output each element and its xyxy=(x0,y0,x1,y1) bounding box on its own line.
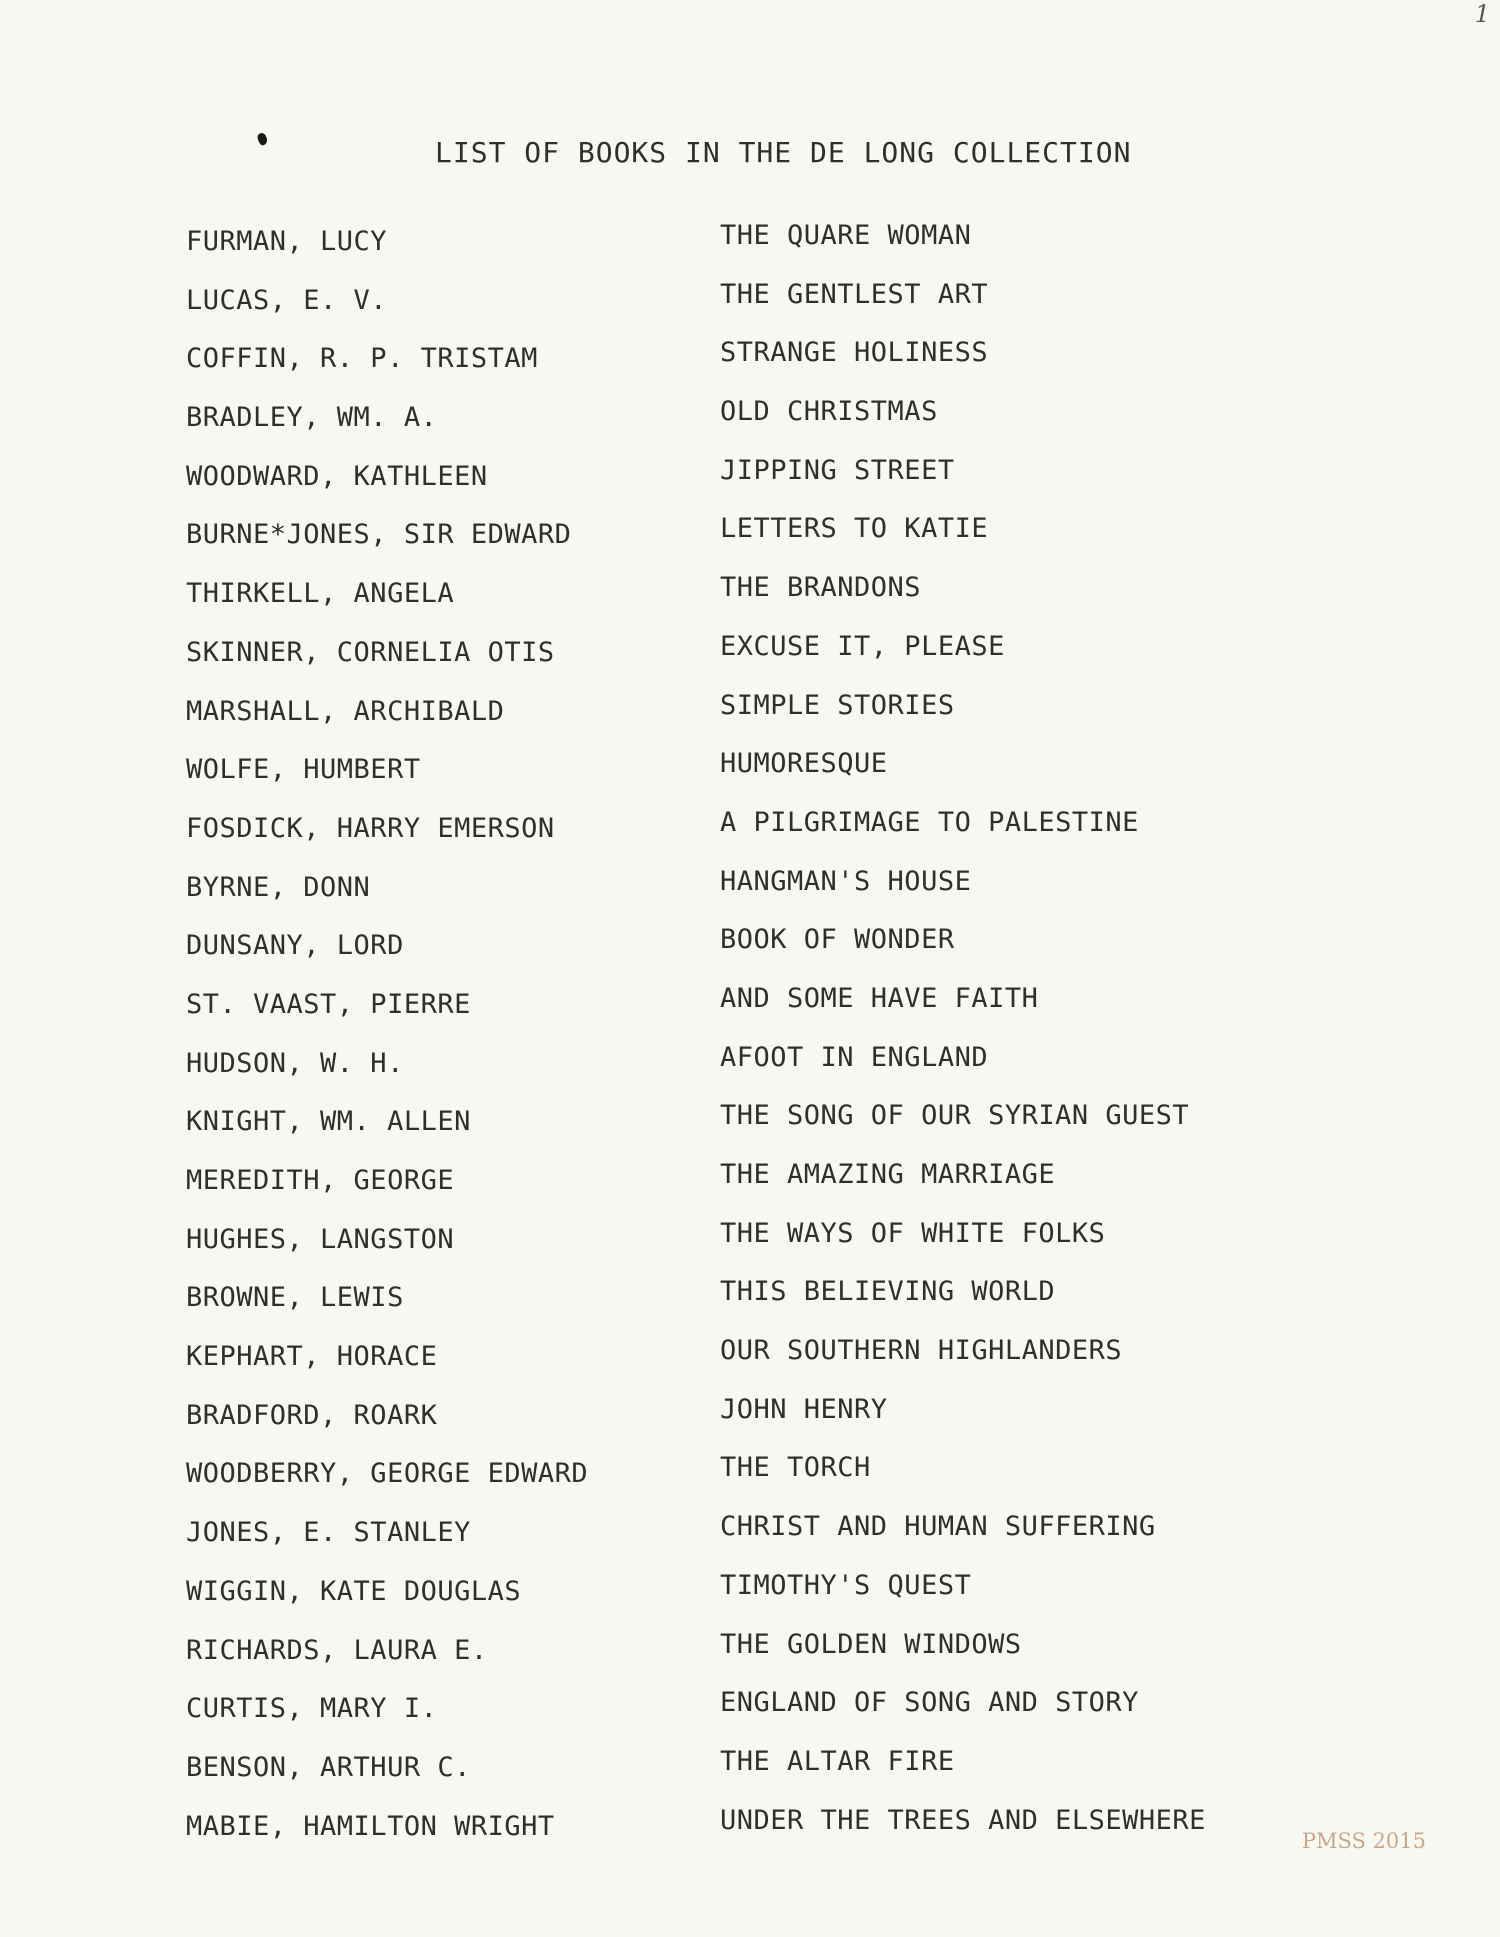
book-row xyxy=(186,1393,1286,1459)
book-author: BYRNE, DONN xyxy=(186,871,371,903)
book-row xyxy=(186,396,1286,461)
book-title: ENGLAND OF SONG AND STORY xyxy=(720,1687,1139,1719)
book-title: TIMOTHY'S QUEST xyxy=(720,1569,972,1601)
book-author: MARSHALL, ARCHIBALD xyxy=(186,695,505,727)
book-row xyxy=(186,1628,1286,1694)
book-title: LETTERS TO KATIE xyxy=(720,513,989,545)
book-author: LUCAS, E. V. xyxy=(186,284,388,316)
book-author: WOODBERRY, GEORGE EDWARD xyxy=(186,1458,589,1490)
book-author: DUNSANY, LORD xyxy=(186,930,404,962)
book-row xyxy=(186,1569,1286,1635)
book-row xyxy=(186,572,1286,637)
book-title: THE GOLDEN WINDOWS xyxy=(720,1628,1022,1660)
book-row xyxy=(186,454,1286,520)
book-author: WOODWARD, KATHLEEN xyxy=(186,460,488,492)
book-title: THE AMAZING MARRIAGE xyxy=(720,1159,1056,1190)
page-number: 1 xyxy=(1474,0,1490,28)
book-author: FOSDICK, HARRY EMERSON xyxy=(186,812,555,844)
book-row xyxy=(186,924,1286,989)
book-title: AND SOME HAVE FAITH xyxy=(720,982,1039,1014)
book-title: THE BRANDONS xyxy=(720,572,922,604)
book-author: THIRKELL, ANGELA xyxy=(186,578,455,610)
book-title: THE TORCH xyxy=(720,1452,871,1484)
book-row xyxy=(186,1745,1286,1811)
book-author: KEPHART, HORACE xyxy=(186,1341,438,1373)
book-title: THE SONG OF OUR SYRIAN GUEST xyxy=(720,1100,1190,1132)
book-author: BROWNE, LEWIS xyxy=(186,1282,404,1314)
book-row xyxy=(186,220,1286,285)
book-author: JONES, E. STANLEY xyxy=(186,1517,471,1549)
book-row xyxy=(186,1335,1286,1400)
book-author: BRADFORD, ROARK xyxy=(186,1399,438,1431)
book-row xyxy=(186,865,1286,931)
book-author: BRADLEY, WM. A. xyxy=(186,402,438,434)
book-author: CURTIS, MARY I. xyxy=(186,1693,438,1725)
book-title: OUR SOUTHERN HIGHLANDERS xyxy=(720,1335,1123,1367)
book-author: HUDSON, W. H. xyxy=(186,1047,404,1079)
book-row xyxy=(186,630,1286,696)
book-title: AFOOT IN ENGLAND xyxy=(720,1041,989,1073)
book-row xyxy=(186,689,1286,755)
book-title: EXCUSE IT, PLEASE xyxy=(720,630,1005,662)
book-title: THE WAYS OF WHITE FOLKS xyxy=(720,1217,1106,1249)
book-list xyxy=(186,220,1286,1869)
book-title: SIMPLE STORIES xyxy=(720,689,955,721)
book-title: HUMORESQUE xyxy=(720,748,888,780)
book-row xyxy=(186,1159,1286,1224)
book-title: A PILGRIMAGE TO PALESTINE xyxy=(720,806,1139,838)
book-row xyxy=(186,982,1286,1048)
book-row xyxy=(186,1804,1286,1870)
book-row xyxy=(186,513,1286,578)
book-author: WOLFE, HUMBERT xyxy=(186,754,421,786)
book-title: OLD CHRISTMAS xyxy=(720,396,938,428)
book-author: FURMAN, LUCY xyxy=(186,226,388,257)
ink-mark xyxy=(256,132,270,147)
book-row xyxy=(186,1511,1286,1576)
book-row xyxy=(186,748,1286,813)
book-row xyxy=(186,1041,1286,1107)
book-row xyxy=(186,337,1286,402)
book-title: CHRIST AND HUMAN SUFFERING xyxy=(720,1511,1156,1543)
book-author: BENSON, ARTHUR C. xyxy=(186,1751,471,1783)
book-author: MEREDITH, GEORGE xyxy=(186,1165,455,1196)
book-author: KNIGHT, WM. ALLEN xyxy=(186,1106,471,1138)
book-title: JIPPING STREET xyxy=(720,454,955,486)
book-author: RICHARDS, LAURA E. xyxy=(186,1634,488,1666)
book-title: STRANGE HOLINESS xyxy=(720,337,989,369)
book-row xyxy=(186,278,1286,344)
book-row xyxy=(186,806,1286,872)
book-title: THE QUARE WOMAN xyxy=(720,220,972,251)
book-author: HUGHES, LANGSTON xyxy=(186,1223,455,1255)
document-title: LIST OF BOOKS IN THE DE LONG COLLECTION xyxy=(435,136,1132,169)
book-row xyxy=(186,1687,1286,1752)
book-title: HANGMAN'S HOUSE xyxy=(720,865,972,897)
book-title: BOOK OF WONDER xyxy=(720,924,955,956)
book-row xyxy=(186,1217,1286,1283)
book-title: THIS BELIEVING WORLD xyxy=(720,1276,1056,1308)
book-title: JOHN HENRY xyxy=(720,1393,888,1425)
book-title: UNDER THE TREES AND ELSEWHERE xyxy=(720,1804,1206,1836)
book-row xyxy=(186,1452,1286,1517)
book-author: COFFIN, R. P. TRISTAM xyxy=(186,343,538,375)
archive-stamp: PMSS 2015 xyxy=(1301,1829,1426,1853)
book-author: BURNE*JONES, SIR EDWARD xyxy=(186,519,572,551)
book-title: THE GENTLEST ART xyxy=(720,278,989,310)
book-author: MABIE, HAMILTON WRIGHT xyxy=(186,1810,555,1842)
book-author: SKINNER, CORNELIA OTIS xyxy=(186,636,555,668)
book-author: WIGGIN, KATE DOUGLAS xyxy=(186,1575,522,1607)
book-author: ST. VAAST, PIERRE xyxy=(186,988,471,1020)
book-title: THE ALTAR FIRE xyxy=(720,1745,955,1777)
book-row xyxy=(186,1100,1286,1165)
book-row xyxy=(186,1276,1286,1341)
